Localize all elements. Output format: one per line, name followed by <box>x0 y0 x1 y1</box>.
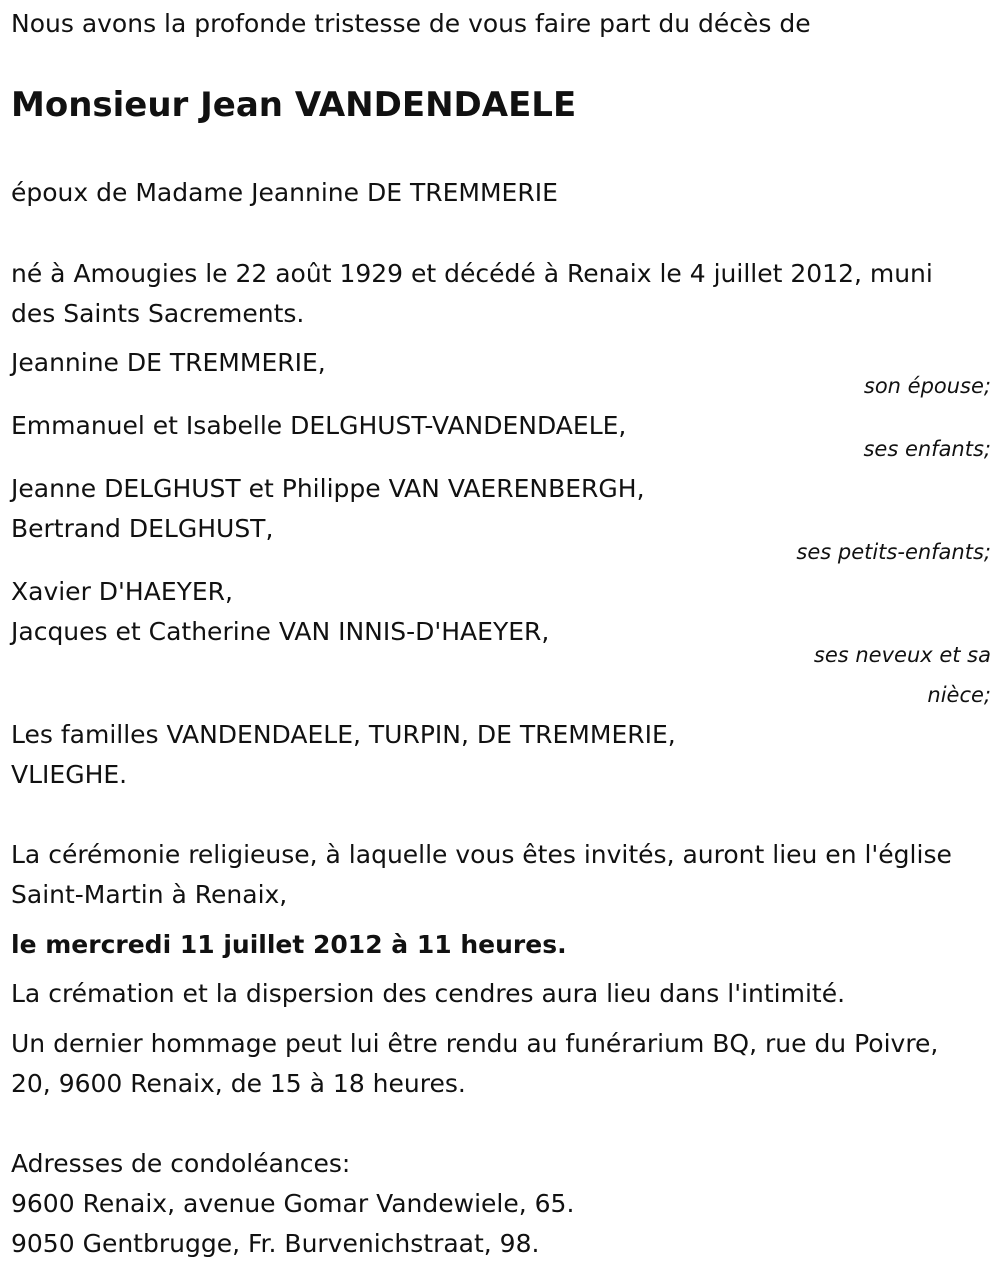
condolences-address: 9600 Renaix, avenue Gomar Vandewiele, 65. <box>11 1189 575 1218</box>
intro-text: Nous avons la profonde tristesse de vous faire part du décès de <box>11 9 811 38</box>
condolences-heading: Adresses de condoléances: <box>11 1149 351 1178</box>
family-grandchildren-name: Jeanne DELGHUST et Philippe VAN VAERENBERGH, <box>11 474 645 503</box>
family-grandchildren-name: Bertrand DELGHUST, <box>11 514 274 543</box>
family-nephews-name: Xavier D'HAEYER, <box>11 577 233 606</box>
cremation-text: La crémation et la dispersion des cendres aura lieu dans l'intimité. <box>11 979 846 1008</box>
families-line: Les familles VANDENDAELE, TURPIN, DE TREMMERIE, <box>11 720 676 749</box>
families-line: VLIEGHE. <box>11 760 128 789</box>
deceased-name: Monsieur Jean VANDENDAELE <box>11 85 577 125</box>
family-spouse-name: Jeannine DE TREMMERIE, <box>11 348 326 377</box>
family-grandchildren-role: ses petits-enfants; <box>796 540 991 564</box>
ceremony-text: La cérémonie religieuse, à laquelle vous êtes invités, auront lieu en l'église Saint-Martin à Renaix, <box>11 840 952 909</box>
condolences-address: 9050 Gentbrugge, Fr. Burvenichstraat, 98. <box>11 1229 540 1258</box>
homage-text: Un dernier hommage peut lui être rendu au funérarium BQ, rue du Poivre, 20, 9600 Renaix, de 15 à 18 heures. <box>11 1029 939 1098</box>
ceremony-date: le mercredi 11 juillet 2012 à 11 heures. <box>11 930 567 959</box>
family-spouse-role: son épouse; <box>863 374 991 398</box>
family-children-role: ses enfants; <box>863 437 991 461</box>
spouse-line: époux de Madame Jeannine DE TREMMERIE <box>11 178 558 207</box>
family-nephews-role: ses neveux et sa nièce; <box>813 643 991 707</box>
family-children-name: Emmanuel et Isabelle DELGHUST-VANDENDAELE, <box>11 411 627 440</box>
family-nephews-name: Jacques et Catherine VAN INNIS-D'HAEYER, <box>11 617 550 646</box>
birth-death-text: né à Amougies le 22 août 1929 et décédé à Renaix le 4 juillet 2012, muni des Saints Sacrements. <box>11 259 933 328</box>
